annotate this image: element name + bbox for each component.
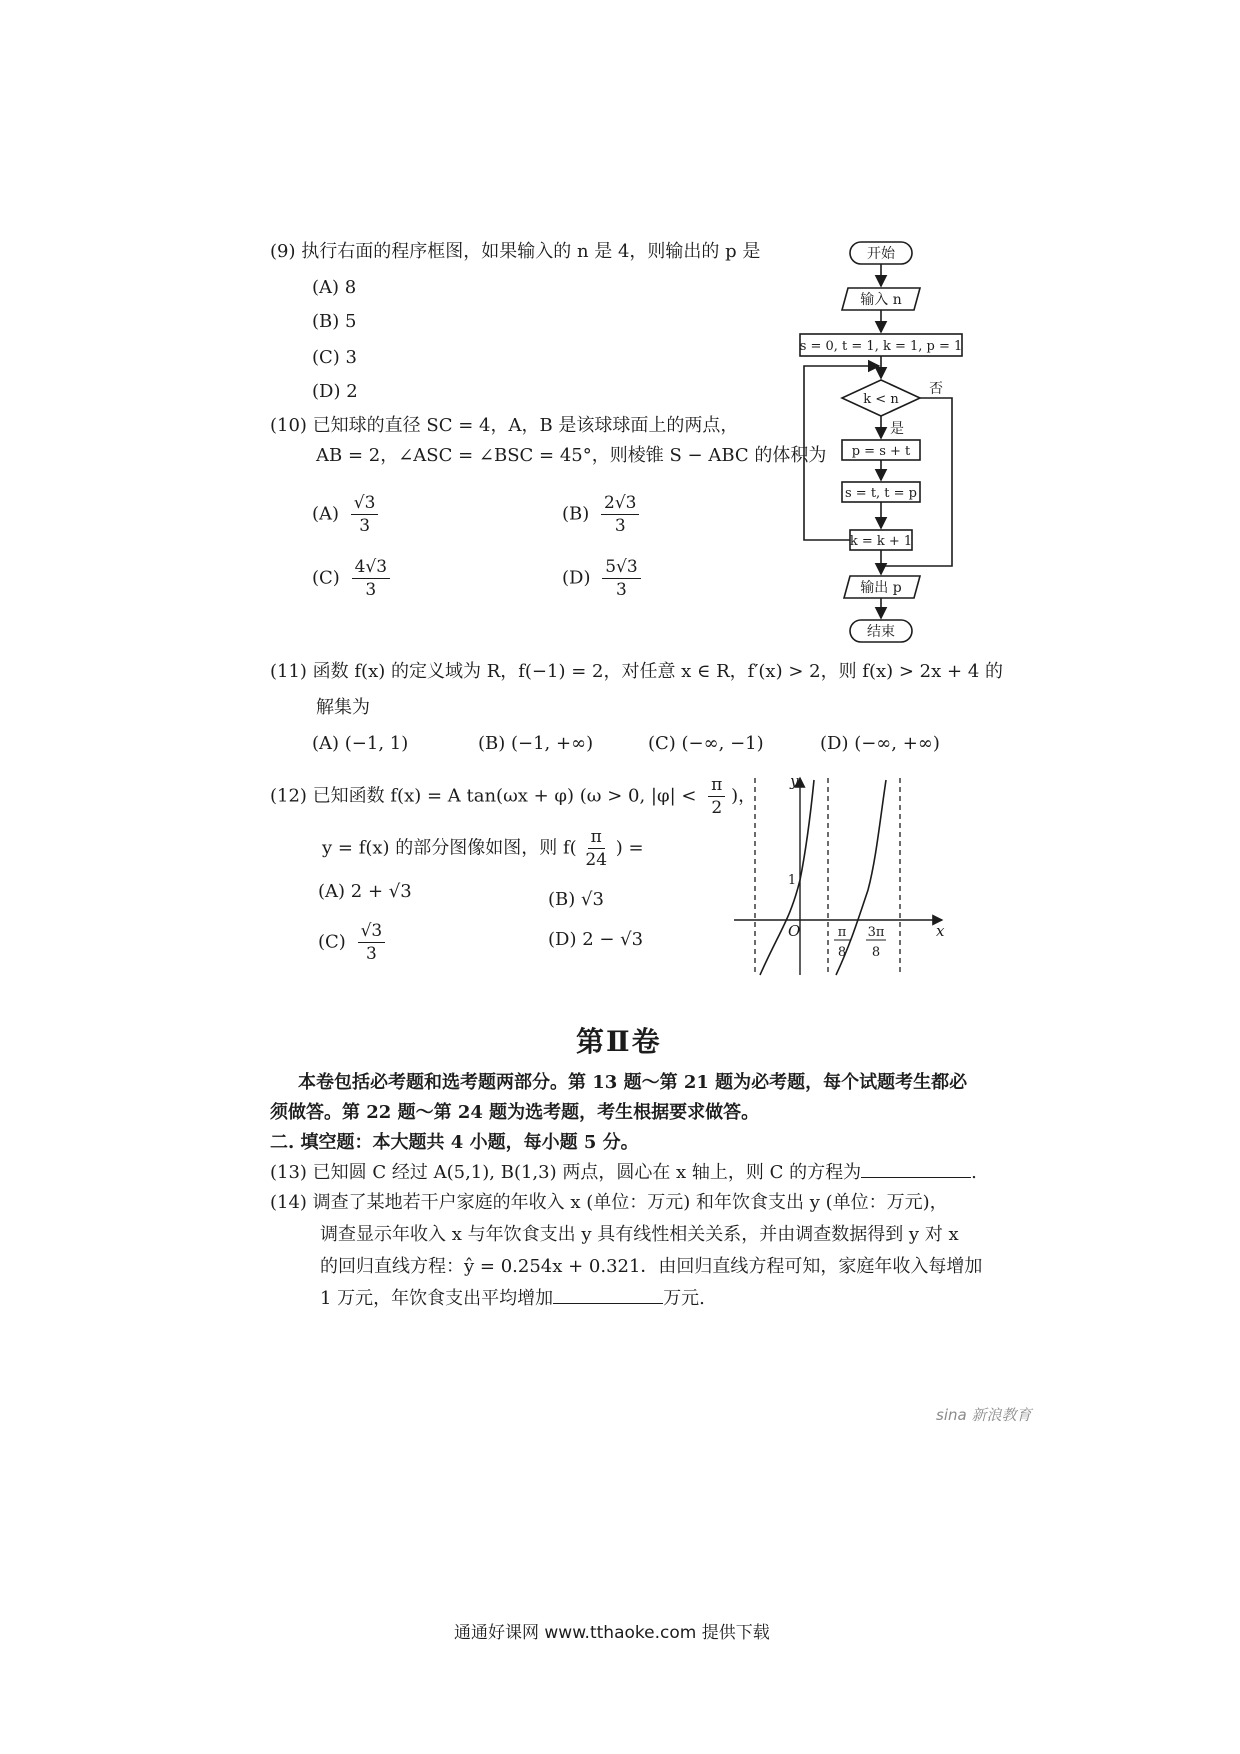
q12-line2-text: y = f(x) 的部分图像如图，则 f( <box>322 837 577 859</box>
q14-line2: 调查显示年收入 x 与年饮食支出 y 具有线性相关关系，并由调查数据得到 y 对 x <box>320 1224 959 1245</box>
q10-option-d <box>562 556 641 601</box>
flow-yes-label: 是 <box>890 421 904 437</box>
graph-tick1-num: π <box>837 925 847 940</box>
q9-option-b: (B) 5 <box>312 311 357 332</box>
q10-option-d-label: (D) <box>562 567 591 589</box>
q10-option-a <box>312 492 378 537</box>
q10-option-c <box>312 556 390 601</box>
q12-line2-den: 24 <box>585 850 608 870</box>
q11-option-b: (B) (−1, +∞) <box>478 733 594 754</box>
graph-y-label: y <box>790 772 799 790</box>
q10-option-b-num: 2√3 <box>601 492 639 515</box>
q10-option-d-num: 5√3 <box>602 556 640 579</box>
q12-option-c-fraction <box>358 920 386 965</box>
part2-intro-line1: 本卷包括必考题和选考题两部分。第 13 题～第 21 题为必考题，每个试题考生都必 <box>298 1072 968 1093</box>
graph-tick2-num: 3π <box>867 925 885 940</box>
graph-one-label: 1 <box>787 873 797 888</box>
q12-pi-over-24 <box>582 826 610 871</box>
q9-option-c: (C) 3 <box>312 347 357 368</box>
flow-output-label: 输出 p <box>860 580 902 596</box>
q14-line1: (14) 调查了某地若干户家庭的年收入 x (单位：万元) 和年饮食支出 y (单位：万元)， <box>270 1192 948 1213</box>
q12-option-c-label: (C) <box>318 931 346 953</box>
q14-line3: 的回归直线方程：ŷ = 0.254x + 0.321．由回归直线方程可知，家庭年收入每增加 <box>320 1256 983 1277</box>
q10-stem-line1: (10) 已知球的直径 SC = 4，A，B 是该球球面上的两点， <box>270 415 739 436</box>
flow-input-label: 输入 n <box>860 292 902 308</box>
q11-option-c: (C) (−∞, −1) <box>648 733 764 754</box>
part2-title: 第Ⅱ卷 <box>576 1025 662 1058</box>
q9-option-a: (A) 8 <box>312 277 357 298</box>
flow-step3-label: k = k + 1 <box>849 534 913 549</box>
q14-line4-post: 万元. <box>663 1288 705 1309</box>
q12-option-c <box>318 920 385 965</box>
q10-option-b-fraction <box>601 492 639 537</box>
q10-option-a-den: 3 <box>359 516 371 536</box>
page-footer: 通通好课网 www.tthaoke.com 提供下载 <box>454 1623 770 1643</box>
q12-option-b: (B) √3 <box>548 889 604 910</box>
q13-end: . <box>971 1162 977 1183</box>
q12-line1-post: )， <box>731 785 757 807</box>
q10-option-a-label: (A) <box>312 503 340 525</box>
q13-answer-blank <box>861 1159 971 1178</box>
q13-stem <box>270 1158 977 1188</box>
q10-option-c-label: (C) <box>312 567 340 589</box>
q11-stem-line1: (11) 函数 f(x) 的定义域为 R，f(−1) = 2，对任意 x ∈ R，f′(x) > 2，则 f(x) > 2x + 4 的 <box>270 661 1003 682</box>
q10-option-b <box>562 492 639 537</box>
q10-option-d-den: 3 <box>616 580 627 600</box>
part2-intro-line2: 须做答。第 22 题～第 24 题为选考题，考生根据要求做答。 <box>270 1102 760 1123</box>
q12-option-c-den: 3 <box>365 944 377 964</box>
q12-option-a: (A) 2 + √3 <box>318 881 412 902</box>
q10-option-c-fraction <box>352 556 390 601</box>
q14-answer-blank <box>553 1285 663 1304</box>
q12-line1-num: π <box>708 774 725 797</box>
tangent-graph <box>730 770 950 980</box>
flow-end-label: 结束 <box>867 624 895 640</box>
flow-init-label: s = 0, t = 1, k = 1, p = 1 <box>799 339 963 354</box>
flow-step1-label: p = s + t <box>851 444 911 459</box>
section-heading: 二. 填空题：本大题共 4 小题，每小题 5 分。 <box>270 1132 639 1153</box>
q10-option-b-den: 3 <box>614 516 626 536</box>
q10-option-a-fraction <box>351 492 379 537</box>
q12-stem-line2 <box>322 826 644 871</box>
q12-line1-text: (12) 已知函数 f(x) = A tan(ωx + φ) (ω > 0, |φ| < <box>270 785 697 807</box>
q9-option-d: (D) 2 <box>312 381 358 402</box>
flow-step2-label: s = t, t = p <box>844 486 918 501</box>
q12-line2-post: ) = <box>615 837 644 859</box>
q10-option-c-num: 4√3 <box>352 556 390 579</box>
q12-option-d: (D) 2 − √3 <box>548 929 644 950</box>
q12-stem-line1 <box>270 774 756 819</box>
graph-tick1-den: 8 <box>837 945 847 960</box>
q14-line4-pre: 1 万元，年饮食支出平均增加 <box>320 1288 554 1309</box>
q10-stem-line2: AB = 2，∠ASC = ∠BSC = 45°，则棱锥 S − ABC 的体积为 <box>316 445 827 466</box>
q11-option-d: (D) (−∞, +∞) <box>820 733 940 754</box>
graph-x-label: x <box>936 922 945 940</box>
graph-origin-label: O <box>788 922 801 940</box>
sina-watermark: sina 新浪教育 <box>936 1406 1032 1424</box>
q12-option-c-num: √3 <box>358 920 386 943</box>
flow-no-label: 否 <box>929 381 943 397</box>
q12-line1-den: 2 <box>711 798 723 818</box>
q10-option-b-label: (B) <box>562 503 590 525</box>
q12-line2-num: π <box>588 826 605 849</box>
q9-stem: (9) 执行右面的程序框图，如果输入的 n 是 4，则输出的 p 是 <box>270 241 761 262</box>
q10-option-a-num: √3 <box>351 492 379 515</box>
flowchart <box>790 230 980 650</box>
q11-stem-line2: 解集为 <box>316 697 370 718</box>
q13-text: (13) 已知圆 C 经过 A(5,1), B(1,3) 两点，圆心在 x 轴上，则 C 的方程为 <box>270 1162 862 1183</box>
q14-line4 <box>320 1284 705 1314</box>
q12-pi-over-2 <box>708 774 725 819</box>
q11-option-a: (A) (−1, 1) <box>312 733 409 754</box>
q10-option-d-fraction <box>602 556 640 601</box>
graph-tick2-den: 8 <box>871 945 881 960</box>
flow-start-label: 开始 <box>867 246 895 262</box>
q10-option-c-den: 3 <box>365 580 377 600</box>
flow-condition-label: k < n <box>863 392 899 407</box>
